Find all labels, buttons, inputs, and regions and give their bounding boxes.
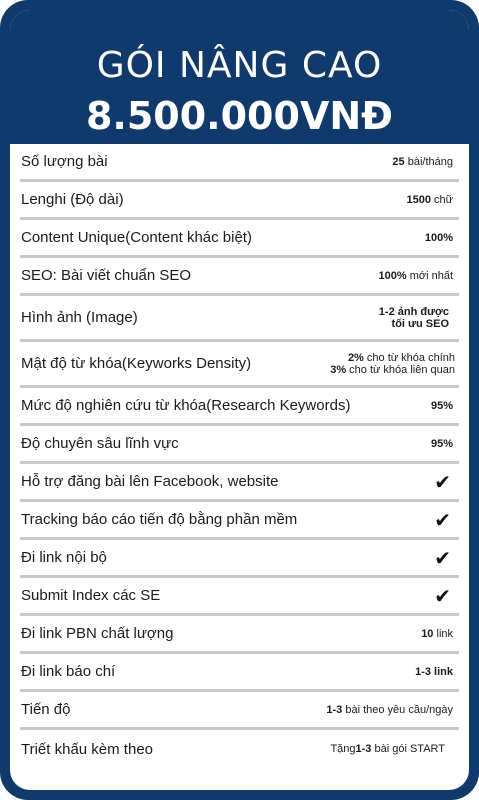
feature-row-length [20,182,459,220]
feature-row-submit-index [20,578,459,616]
feature-label: SEO: Bài viết chuẩn SEO [21,267,192,284]
feature-label: Đi link PBN chất lượng [21,625,174,642]
feature-value: 95% [430,399,453,412]
feature-value: 1500 chữ [406,193,453,206]
feature-list [10,144,469,768]
feature-label: Hỗ trợ đăng bài lên Facebook, website [21,473,279,490]
feature-label: Tracking báo cáo tiến độ bằng phần mềm [21,511,298,528]
pricing-card-body [10,10,469,790]
feature-row-progress [20,692,459,730]
feature-label: Content Unique(Content khác biệt) [21,229,252,246]
feature-value: 100% mới nhất [378,269,453,282]
feature-label: Độ chuyên sâu lĩnh vực [21,435,179,452]
feature-label: Đi link nội bộ [21,549,107,566]
feature-label: Submit Index các SE [21,587,161,604]
feature-row-facebook [20,464,459,502]
feature-label: Mức độ nghiên cứu từ khóa(Research Keywords) [21,397,351,414]
feature-row-article-count [20,144,459,182]
checkmark-icon: ✔ [434,507,451,532]
feature-row-seo [20,258,459,296]
feature-row-unique [20,220,459,258]
package-price: 8.500.000VNĐ [85,94,393,138]
feature-value: 2% cho từ khóa chính 3% cho từ khóa liên quan [330,351,455,376]
feature-row-keyword-density [20,342,459,388]
feature-row-bonus [20,730,459,768]
feature-label: Lenghi (Độ dài) [21,191,124,208]
feature-label: Hình ảnh (Image) [21,309,138,326]
feature-value: 95% [430,437,453,450]
feature-value: 1-3 link [415,665,453,678]
checkmark-icon: ✔ [434,469,451,494]
feature-label: Số lượng bài [21,153,108,170]
feature-value: Tặng1-3 bài gói START [330,743,445,755]
feature-label: Mật độ từ khóa(Keyworks Density) [21,355,252,372]
feature-row-internal-link [20,540,459,578]
checkmark-icon: ✔ [434,545,451,570]
feature-value: 1-2 ảnh được tối ưu SEO [378,305,449,330]
package-title: GÓI NÂNG CAO [96,45,383,86]
feature-row-research [20,388,459,426]
feature-value: 10 link [421,627,453,640]
feature-row-expertise [20,426,459,464]
checkmark-icon: ✔ [434,583,451,608]
feature-row-pbn [20,616,459,654]
feature-row-press [20,654,459,692]
feature-label: Tiến độ [21,701,71,718]
feature-label: Triết khấu kèm theo [21,740,154,758]
feature-row-image [20,296,459,342]
feature-value: 100% [424,231,453,244]
feature-value: 25 bài/tháng [392,155,453,168]
feature-label: Đi link báo chí [21,663,116,680]
pricing-header [10,10,469,144]
feature-value: 1-3 bài theo yêu cầu/ngày [326,703,453,716]
feature-row-tracking [20,502,459,540]
